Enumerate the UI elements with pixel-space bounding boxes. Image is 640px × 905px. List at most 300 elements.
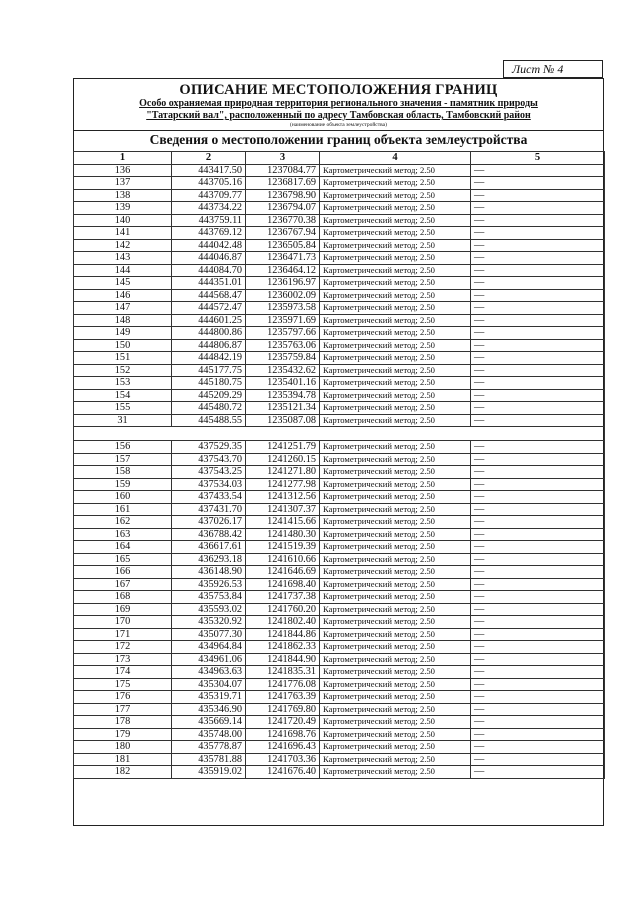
table-row <box>74 491 605 504</box>
x-coordinate-cell: 434964.84 <box>172 641 246 654</box>
header-divider <box>73 130 604 131</box>
table-row <box>74 628 605 641</box>
description-cell: — <box>471 441 605 454</box>
point-number-cell: 142 <box>74 239 172 252</box>
point-number-cell: 169 <box>74 603 172 616</box>
method-accuracy-cell: Картометрический метод; 2.50 <box>320 414 471 427</box>
method-accuracy-cell: Картометрический метод; 2.50 <box>320 466 471 479</box>
description-cell: — <box>471 264 605 277</box>
description-cell: — <box>471 766 605 779</box>
y-coordinate-cell: 1236817.69 <box>246 177 320 190</box>
x-coordinate-cell: 443759.11 <box>172 214 246 227</box>
method-accuracy-cell: Картометрический метод; 2.50 <box>320 616 471 629</box>
table-row <box>74 327 605 340</box>
method-accuracy-cell: Картометрический метод; 2.50 <box>320 591 471 604</box>
table-row <box>74 691 605 704</box>
coordinates-table <box>73 151 605 779</box>
method-accuracy-cell: Картометрический метод; 2.50 <box>320 528 471 541</box>
table-row <box>74 277 605 290</box>
point-number-cell: 140 <box>74 214 172 227</box>
table-row <box>74 753 605 766</box>
x-coordinate-cell: 445488.55 <box>172 414 246 427</box>
y-coordinate-cell: 1235763.06 <box>246 339 320 352</box>
y-coordinate-cell: 1241646.69 <box>246 566 320 579</box>
separator-cell <box>74 427 605 441</box>
method-accuracy-cell: Картометрический метод; 2.50 <box>320 189 471 202</box>
method-accuracy-cell: Картометрический метод; 2.50 <box>320 703 471 716</box>
y-coordinate-cell: 1235759.84 <box>246 352 320 365</box>
description-cell: — <box>471 491 605 504</box>
x-coordinate-cell: 435346.90 <box>172 703 246 716</box>
point-number-cell: 154 <box>74 389 172 402</box>
method-accuracy-cell: Картометрический метод; 2.50 <box>320 566 471 579</box>
sheet-number: Лист № 4 <box>503 60 603 78</box>
y-coordinate-cell: 1241720.49 <box>246 716 320 729</box>
table-row <box>74 314 605 327</box>
description-cell: — <box>471 741 605 754</box>
x-coordinate-cell: 435778.87 <box>172 741 246 754</box>
description-cell: — <box>471 177 605 190</box>
table-row <box>74 441 605 454</box>
x-coordinate-cell: 444842.19 <box>172 352 246 365</box>
point-number-cell: 162 <box>74 516 172 529</box>
method-accuracy-cell: Картометрический метод; 2.50 <box>320 716 471 729</box>
y-coordinate-cell: 1235121.34 <box>246 402 320 415</box>
table-row <box>74 591 605 604</box>
y-coordinate-cell: 1241802.40 <box>246 616 320 629</box>
method-accuracy-cell: Картометрический метод; 2.50 <box>320 239 471 252</box>
table-row <box>74 703 605 716</box>
y-coordinate-cell: 1241480.30 <box>246 528 320 541</box>
description-cell: — <box>471 516 605 529</box>
x-coordinate-cell: 444046.87 <box>172 252 246 265</box>
x-coordinate-cell: 444806.87 <box>172 339 246 352</box>
description-cell: — <box>471 528 605 541</box>
point-number-cell: 166 <box>74 566 172 579</box>
point-number-cell: 152 <box>74 364 172 377</box>
y-coordinate-cell: 1241415.66 <box>246 516 320 529</box>
method-accuracy-cell: Картометрический метод; 2.50 <box>320 314 471 327</box>
description-cell: — <box>471 364 605 377</box>
point-number-cell: 172 <box>74 641 172 654</box>
table-row <box>74 264 605 277</box>
point-number-cell: 175 <box>74 678 172 691</box>
method-accuracy-cell: Картометрический метод; 2.50 <box>320 264 471 277</box>
description-cell: — <box>471 666 605 679</box>
y-coordinate-cell: 1236798.90 <box>246 189 320 202</box>
x-coordinate-cell: 436148.90 <box>172 566 246 579</box>
description-cell: — <box>471 603 605 616</box>
point-number-cell: 182 <box>74 766 172 779</box>
x-coordinate-cell: 435753.84 <box>172 591 246 604</box>
x-coordinate-cell: 435593.02 <box>172 603 246 616</box>
column-header: 5 <box>471 152 605 165</box>
x-coordinate-cell: 436788.42 <box>172 528 246 541</box>
x-coordinate-cell: 435919.02 <box>172 766 246 779</box>
table-row <box>74 503 605 516</box>
column-header: 2 <box>172 152 246 165</box>
table-row <box>74 164 605 177</box>
table-row <box>74 678 605 691</box>
y-coordinate-cell: 1235401.16 <box>246 377 320 390</box>
y-coordinate-cell: 1236794.07 <box>246 202 320 215</box>
x-coordinate-cell: 437431.70 <box>172 503 246 516</box>
method-accuracy-cell: Картометрический метод; 2.50 <box>320 177 471 190</box>
point-number-cell: 180 <box>74 741 172 754</box>
x-coordinate-cell: 445177.75 <box>172 364 246 377</box>
x-coordinate-cell: 435320.92 <box>172 616 246 629</box>
description-cell: — <box>471 503 605 516</box>
x-coordinate-cell: 443417.50 <box>172 164 246 177</box>
x-coordinate-cell: 437026.17 <box>172 516 246 529</box>
table-row <box>74 603 605 616</box>
description-cell: — <box>471 277 605 290</box>
description-cell: — <box>471 541 605 554</box>
table-row <box>74 741 605 754</box>
x-coordinate-cell: 434963.63 <box>172 666 246 679</box>
method-accuracy-cell: Картометрический метод; 2.50 <box>320 666 471 679</box>
table-row <box>74 453 605 466</box>
method-accuracy-cell: Картометрический метод; 2.50 <box>320 453 471 466</box>
table-row <box>74 377 605 390</box>
table-row <box>74 766 605 779</box>
y-coordinate-cell: 1236471.73 <box>246 252 320 265</box>
point-number-cell: 141 <box>74 227 172 240</box>
point-number-cell: 151 <box>74 352 172 365</box>
x-coordinate-cell: 435304.07 <box>172 678 246 691</box>
point-number-cell: 146 <box>74 289 172 302</box>
description-cell: — <box>471 691 605 704</box>
description-cell: — <box>471 252 605 265</box>
description-cell: — <box>471 478 605 491</box>
y-coordinate-cell: 1236767.94 <box>246 227 320 240</box>
point-number-cell: 168 <box>74 591 172 604</box>
x-coordinate-cell: 435926.53 <box>172 578 246 591</box>
method-accuracy-cell: Картометрический метод; 2.50 <box>320 289 471 302</box>
object-name-caption: (наименование объекта землеустройства) <box>290 122 387 128</box>
y-coordinate-cell: 1241862.33 <box>246 641 320 654</box>
y-coordinate-cell: 1236770.38 <box>246 214 320 227</box>
y-coordinate-cell: 1241271.80 <box>246 466 320 479</box>
description-cell: — <box>471 728 605 741</box>
column-header: 4 <box>320 152 471 165</box>
description-cell: — <box>471 641 605 654</box>
y-coordinate-cell: 1237084.77 <box>246 164 320 177</box>
x-coordinate-cell: 436293.18 <box>172 553 246 566</box>
x-coordinate-cell: 444042.48 <box>172 239 246 252</box>
description-cell: — <box>471 553 605 566</box>
point-number-cell: 181 <box>74 753 172 766</box>
y-coordinate-cell: 1241260.15 <box>246 453 320 466</box>
table-row <box>74 302 605 315</box>
description-cell: — <box>471 566 605 579</box>
method-accuracy-cell: Картометрический метод; 2.50 <box>320 691 471 704</box>
description-cell: — <box>471 414 605 427</box>
method-accuracy-cell: Картометрический метод; 2.50 <box>320 352 471 365</box>
y-coordinate-cell: 1241698.40 <box>246 578 320 591</box>
method-accuracy-cell: Картометрический метод; 2.50 <box>320 728 471 741</box>
x-coordinate-cell: 444572.47 <box>172 302 246 315</box>
table-row <box>74 516 605 529</box>
table-row <box>74 214 605 227</box>
method-accuracy-cell: Картометрический метод; 2.50 <box>320 766 471 779</box>
y-coordinate-cell: 1235797.66 <box>246 327 320 340</box>
point-number-cell: 155 <box>74 402 172 415</box>
description-cell: — <box>471 314 605 327</box>
point-number-cell: 167 <box>74 578 172 591</box>
y-coordinate-cell: 1241698.76 <box>246 728 320 741</box>
table-row <box>74 553 605 566</box>
description-cell: — <box>471 389 605 402</box>
method-accuracy-cell: Картометрический метод; 2.50 <box>320 541 471 554</box>
description-cell: — <box>471 466 605 479</box>
point-number-cell: 177 <box>74 703 172 716</box>
y-coordinate-cell: 1241737.38 <box>246 591 320 604</box>
description-cell: — <box>471 453 605 466</box>
method-accuracy-cell: Картометрический метод; 2.50 <box>320 339 471 352</box>
y-coordinate-cell: 1241519.39 <box>246 541 320 554</box>
y-coordinate-cell: 1241760.20 <box>246 603 320 616</box>
y-coordinate-cell: 1241277.98 <box>246 478 320 491</box>
description-cell: — <box>471 202 605 215</box>
point-number-cell: 138 <box>74 189 172 202</box>
table-row <box>74 716 605 729</box>
table-row <box>74 641 605 654</box>
description-cell: — <box>471 703 605 716</box>
object-subtitle-line-1: Особо охраняемая природная территория регионального значения - памятник природы <box>139 98 538 109</box>
x-coordinate-cell: 443769.12 <box>172 227 246 240</box>
y-coordinate-cell: 1241776.08 <box>246 678 320 691</box>
description-cell: — <box>471 239 605 252</box>
x-coordinate-cell: 445480.72 <box>172 402 246 415</box>
description-cell: — <box>471 678 605 691</box>
point-number-cell: 159 <box>74 478 172 491</box>
table-row <box>74 339 605 352</box>
method-accuracy-cell: Картометрический метод; 2.50 <box>320 364 471 377</box>
method-accuracy-cell: Картометрический метод; 2.50 <box>320 641 471 654</box>
x-coordinate-cell: 443734.22 <box>172 202 246 215</box>
table-row <box>74 289 605 302</box>
point-number-cell: 153 <box>74 377 172 390</box>
x-coordinate-cell: 443705.16 <box>172 177 246 190</box>
table-row <box>74 402 605 415</box>
x-coordinate-cell: 437534.03 <box>172 478 246 491</box>
x-coordinate-cell: 437543.70 <box>172 453 246 466</box>
method-accuracy-cell: Картометрический метод; 2.50 <box>320 653 471 666</box>
y-coordinate-cell: 1241676.40 <box>246 766 320 779</box>
method-accuracy-cell: Картометрический метод; 2.50 <box>320 628 471 641</box>
point-number-cell: 179 <box>74 728 172 741</box>
method-accuracy-cell: Картометрический метод; 2.50 <box>320 214 471 227</box>
y-coordinate-cell: 1241844.90 <box>246 653 320 666</box>
x-coordinate-cell: 444800.86 <box>172 327 246 340</box>
table-row <box>74 389 605 402</box>
method-accuracy-cell: Картометрический метод; 2.50 <box>320 227 471 240</box>
x-coordinate-cell: 443709.77 <box>172 189 246 202</box>
table-row <box>74 528 605 541</box>
description-cell: — <box>471 653 605 666</box>
point-number-cell: 176 <box>74 691 172 704</box>
y-coordinate-cell: 1241763.39 <box>246 691 320 704</box>
description-cell: — <box>471 327 605 340</box>
x-coordinate-cell: 445180.75 <box>172 377 246 390</box>
method-accuracy-cell: Картометрический метод; 2.50 <box>320 553 471 566</box>
description-cell: — <box>471 339 605 352</box>
x-coordinate-cell: 437433.54 <box>172 491 246 504</box>
point-number-cell: 137 <box>74 177 172 190</box>
y-coordinate-cell: 1236196.97 <box>246 277 320 290</box>
table-row <box>74 414 605 427</box>
point-number-cell: 136 <box>74 164 172 177</box>
method-accuracy-cell: Картометрический метод; 2.50 <box>320 402 471 415</box>
object-subtitle-line-2: "Татарский вал", расположенный по адресу Тамбовская область, Тамбовский район <box>146 110 531 121</box>
point-number-cell: 31 <box>74 414 172 427</box>
x-coordinate-cell: 445209.29 <box>172 389 246 402</box>
y-coordinate-cell: 1235432.62 <box>246 364 320 377</box>
point-number-cell: 143 <box>74 252 172 265</box>
x-coordinate-cell: 435781.88 <box>172 753 246 766</box>
point-number-cell: 145 <box>74 277 172 290</box>
table-row <box>74 728 605 741</box>
y-coordinate-cell: 1241307.37 <box>246 503 320 516</box>
description-cell: — <box>471 164 605 177</box>
point-number-cell: 165 <box>74 553 172 566</box>
y-coordinate-cell: 1236505.84 <box>246 239 320 252</box>
point-number-cell: 161 <box>74 503 172 516</box>
method-accuracy-cell: Картометрический метод; 2.50 <box>320 202 471 215</box>
method-accuracy-cell: Картометрический метод; 2.50 <box>320 603 471 616</box>
table-row <box>74 578 605 591</box>
method-accuracy-cell: Картометрический метод; 2.50 <box>320 441 471 454</box>
x-coordinate-cell: 435319.71 <box>172 691 246 704</box>
y-coordinate-cell: 1241835.31 <box>246 666 320 679</box>
method-accuracy-cell: Картометрический метод; 2.50 <box>320 478 471 491</box>
description-cell: — <box>471 616 605 629</box>
point-number-cell: 156 <box>74 441 172 454</box>
section-title: Сведения о местоположении границ объекта землеустройства <box>149 132 528 147</box>
point-number-cell: 170 <box>74 616 172 629</box>
point-number-cell: 174 <box>74 666 172 679</box>
point-number-cell: 148 <box>74 314 172 327</box>
method-accuracy-cell: Картометрический метод; 2.50 <box>320 277 471 290</box>
table-row <box>74 189 605 202</box>
description-cell: — <box>471 352 605 365</box>
table-row <box>74 202 605 215</box>
table-row <box>74 566 605 579</box>
point-number-cell: 149 <box>74 327 172 340</box>
point-number-cell: 164 <box>74 541 172 554</box>
table-row <box>74 666 605 679</box>
y-coordinate-cell: 1241696.43 <box>246 741 320 754</box>
table-row <box>74 616 605 629</box>
y-coordinate-cell: 1241251.79 <box>246 441 320 454</box>
description-cell: — <box>471 578 605 591</box>
point-number-cell: 173 <box>74 653 172 666</box>
x-coordinate-cell: 444601.25 <box>172 314 246 327</box>
y-coordinate-cell: 1235973.58 <box>246 302 320 315</box>
description-cell: — <box>471 302 605 315</box>
description-cell: — <box>471 189 605 202</box>
x-coordinate-cell: 435748.00 <box>172 728 246 741</box>
point-number-cell: 171 <box>74 628 172 641</box>
table-row <box>74 466 605 479</box>
table-row <box>74 239 605 252</box>
table-row <box>74 252 605 265</box>
description-cell: — <box>471 716 605 729</box>
method-accuracy-cell: Картометрический метод; 2.50 <box>320 516 471 529</box>
method-accuracy-cell: Картометрический метод; 2.50 <box>320 377 471 390</box>
method-accuracy-cell: Картометрический метод; 2.50 <box>320 578 471 591</box>
method-accuracy-cell: Картометрический метод; 2.50 <box>320 503 471 516</box>
description-cell: — <box>471 227 605 240</box>
description-cell: — <box>471 402 605 415</box>
x-coordinate-cell: 436617.61 <box>172 541 246 554</box>
y-coordinate-cell: 1241844.86 <box>246 628 320 641</box>
method-accuracy-cell: Картометрический метод; 2.50 <box>320 389 471 402</box>
table-row <box>74 653 605 666</box>
y-coordinate-cell: 1236002.09 <box>246 289 320 302</box>
column-header: 1 <box>74 152 172 165</box>
method-accuracy-cell: Картометрический метод; 2.50 <box>320 164 471 177</box>
table-row <box>74 352 605 365</box>
group-separator-row <box>74 427 605 441</box>
x-coordinate-cell: 437529.35 <box>172 441 246 454</box>
point-number-cell: 144 <box>74 264 172 277</box>
method-accuracy-cell: Картометрический метод; 2.50 <box>320 753 471 766</box>
point-number-cell: 158 <box>74 466 172 479</box>
y-coordinate-cell: 1241312.56 <box>246 491 320 504</box>
x-coordinate-cell: 435669.14 <box>172 716 246 729</box>
point-number-cell: 157 <box>74 453 172 466</box>
point-number-cell: 139 <box>74 202 172 215</box>
x-coordinate-cell: 444568.47 <box>172 289 246 302</box>
point-number-cell: 178 <box>74 716 172 729</box>
x-coordinate-cell: 444351.01 <box>172 277 246 290</box>
method-accuracy-cell: Картометрический метод; 2.50 <box>320 678 471 691</box>
table-row <box>74 364 605 377</box>
table-row <box>74 541 605 554</box>
y-coordinate-cell: 1241703.36 <box>246 753 320 766</box>
method-accuracy-cell: Картометрический метод; 2.50 <box>320 327 471 340</box>
table-row <box>74 478 605 491</box>
page-title: ОПИСАНИЕ МЕСТОПОЛОЖЕНИЯ ГРАНИЦ <box>179 82 498 98</box>
method-accuracy-cell: Картометрический метод; 2.50 <box>320 252 471 265</box>
table-header-row <box>74 152 605 165</box>
description-cell: — <box>471 753 605 766</box>
y-coordinate-cell: 1235394.78 <box>246 389 320 402</box>
description-cell: — <box>471 214 605 227</box>
y-coordinate-cell: 1235971.69 <box>246 314 320 327</box>
y-coordinate-cell: 1235087.08 <box>246 414 320 427</box>
x-coordinate-cell: 437543.25 <box>172 466 246 479</box>
point-number-cell: 150 <box>74 339 172 352</box>
point-number-cell: 147 <box>74 302 172 315</box>
x-coordinate-cell: 434961.06 <box>172 653 246 666</box>
y-coordinate-cell: 1241610.66 <box>246 553 320 566</box>
description-cell: — <box>471 377 605 390</box>
point-number-cell: 160 <box>74 491 172 504</box>
description-cell: — <box>471 591 605 604</box>
table-row <box>74 227 605 240</box>
x-coordinate-cell: 435077.30 <box>172 628 246 641</box>
description-cell: — <box>471 628 605 641</box>
y-coordinate-cell: 1241769.80 <box>246 703 320 716</box>
x-coordinate-cell: 444084.70 <box>172 264 246 277</box>
description-cell: — <box>471 289 605 302</box>
table-body <box>74 164 605 778</box>
y-coordinate-cell: 1236464.12 <box>246 264 320 277</box>
column-header: 3 <box>246 152 320 165</box>
